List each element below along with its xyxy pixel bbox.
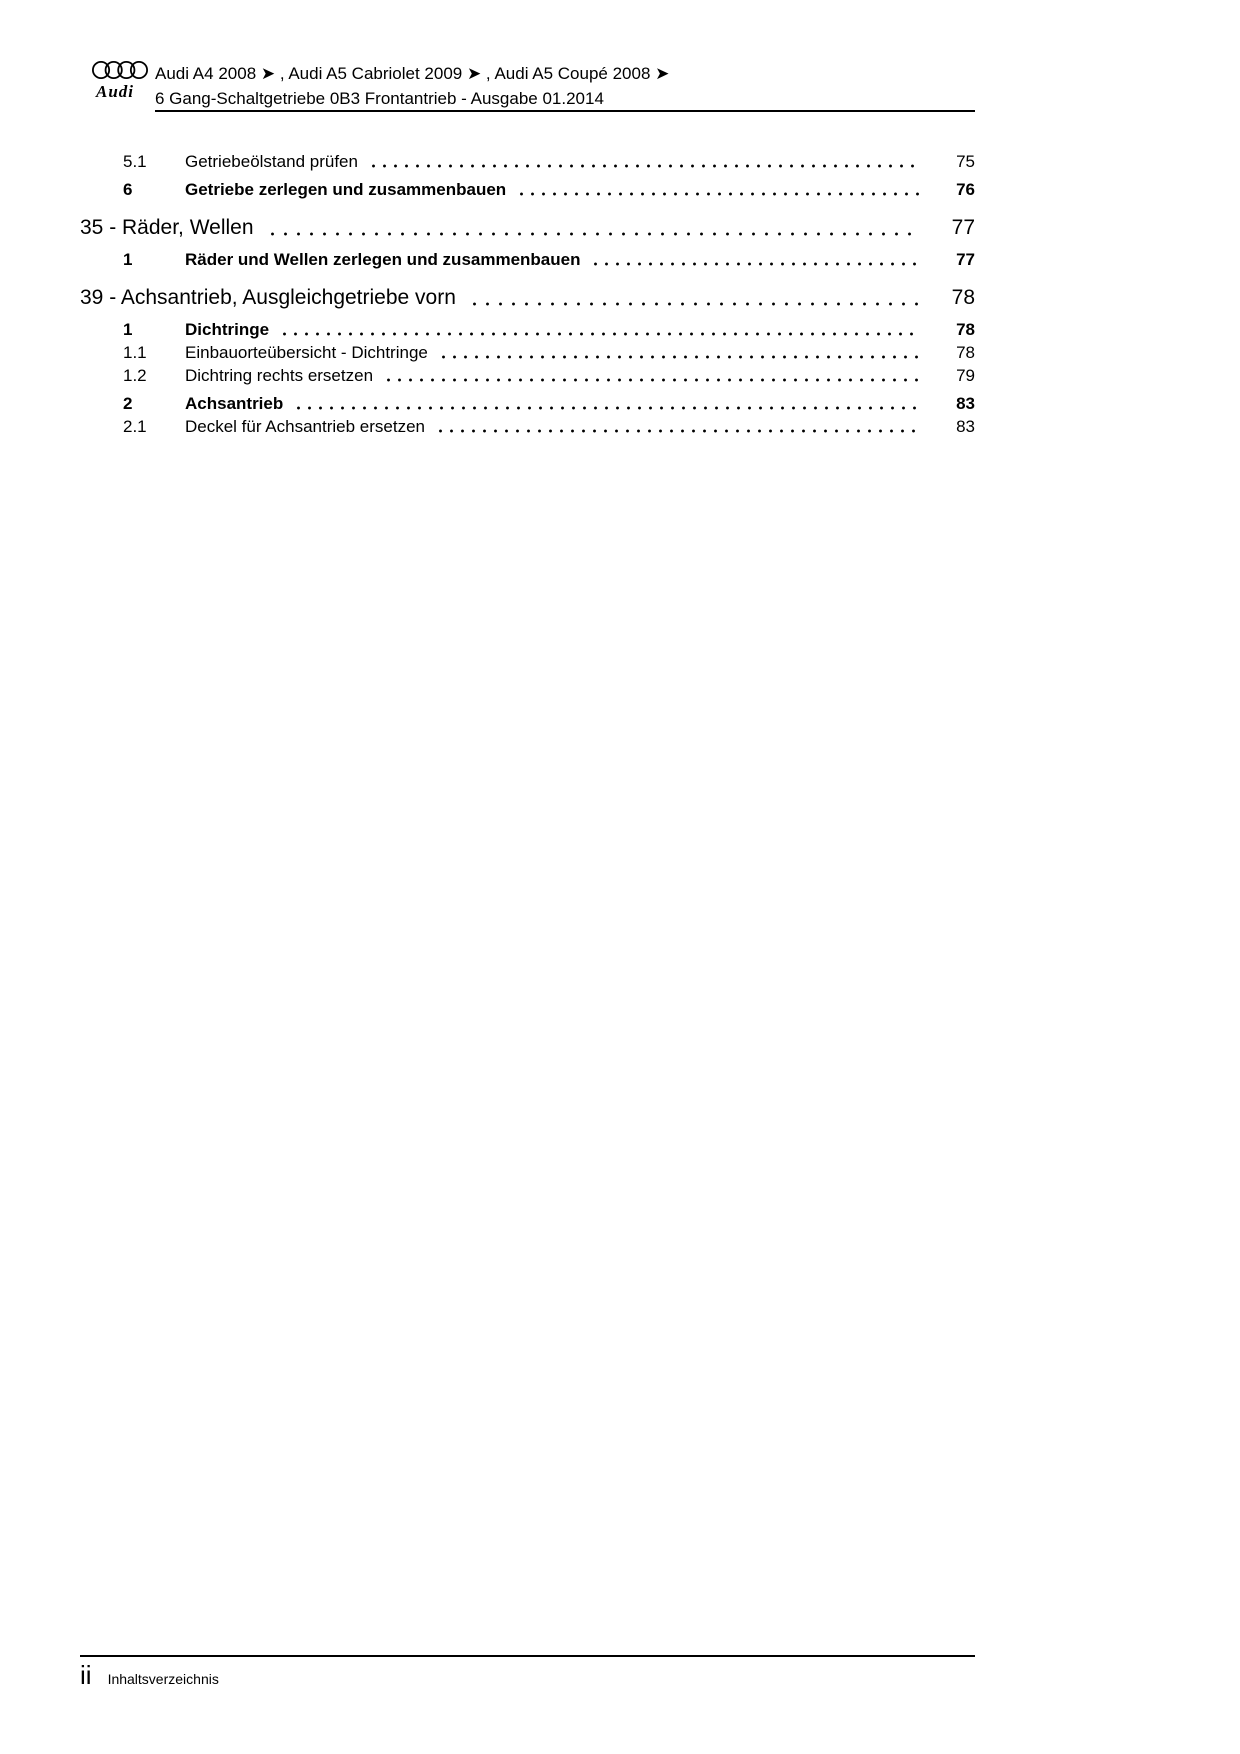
toc-entry-page: 77 [951, 216, 975, 239]
dot-leader [368, 150, 921, 173]
toc-chapter-entry [80, 283, 975, 313]
header-manual-title: 6 Gang-Schaltgetriebe 0B3 Frontantrieb - Ausgabe 01.2014 [155, 89, 604, 108]
toc-chapter-entry [80, 213, 975, 243]
table-of-contents [80, 150, 975, 438]
toc-entry-number: 1 [123, 250, 133, 269]
toc-entry-number: 1.1 [123, 343, 147, 362]
toc-entry-page: 76 [956, 180, 975, 199]
footer-rule [80, 1655, 975, 1657]
toc-entry-title: Getriebeölstand prüfen [185, 152, 358, 171]
toc-entry-title: Räder und Wellen zerlegen und zusammenbauen [185, 250, 581, 269]
header-rule [155, 110, 975, 112]
dot-leader [279, 318, 921, 341]
toc-entry-number: 6 [123, 180, 133, 199]
dot-leader [293, 392, 921, 415]
toc-entry [80, 415, 975, 438]
toc-entry-title: Dichtring rechts ersetzen [185, 366, 374, 385]
footer-page-number: ii [80, 1660, 92, 1690]
toc-entry-page: 78 [956, 343, 975, 362]
footer-section-label: Inhaltsverzeichnis [107, 1671, 219, 1687]
toc-entry-page: 75 [956, 152, 975, 171]
toc-entry-number: 1.2 [123, 366, 147, 385]
header-models-line: Audi A4 2008 ➤ , Audi A5 Cabriolet 2009 ➤ , Audi A5 Coupé 2008 ➤ [155, 64, 670, 83]
toc-entry-page: 83 [956, 417, 975, 436]
toc-entry-title: 35 - Räder, Wellen [80, 216, 254, 239]
toc-entry-title: Einbauorteübersicht - Dichtringe [185, 343, 428, 362]
dot-leader [516, 178, 921, 201]
toc-entry-title: 39 - Achsantrieb, Ausgleichgetriebe vorn [80, 286, 456, 309]
footer [80, 1660, 975, 1690]
toc-entry-page: 78 [951, 286, 975, 309]
dot-leader [383, 364, 921, 387]
dot-leader [435, 415, 921, 438]
dot-leader [266, 213, 921, 243]
toc-entry [80, 318, 975, 341]
dot-leader [590, 248, 921, 271]
audi-wordmark: Audi [96, 82, 135, 101]
toc-entry-page: 78 [956, 320, 975, 339]
toc-entry-title: Getriebe zerlegen und zusammenbauen [185, 180, 507, 199]
toc-entry [80, 178, 975, 201]
toc-entry [80, 364, 975, 387]
toc-entry-number: 5.1 [123, 152, 147, 171]
toc-entry-number: 1 [123, 320, 133, 339]
toc-entry-page: 77 [956, 250, 975, 269]
toc-entry-page: 83 [956, 394, 975, 413]
toc-entry-number: 2 [123, 394, 133, 413]
toc-entry-title: Achsantrieb [185, 394, 284, 413]
toc-entry [80, 392, 975, 415]
toc-entry [80, 341, 975, 364]
toc-entry-page: 79 [956, 366, 975, 385]
dot-leader [468, 283, 921, 313]
toc-entry-title: Dichtringe [185, 320, 270, 339]
dot-leader [438, 341, 921, 364]
toc-entry [80, 150, 975, 173]
toc-entry-title: Deckel für Achsantrieb ersetzen [185, 417, 426, 436]
toc-entry-number: 2.1 [123, 417, 147, 436]
toc-entry [80, 248, 975, 271]
